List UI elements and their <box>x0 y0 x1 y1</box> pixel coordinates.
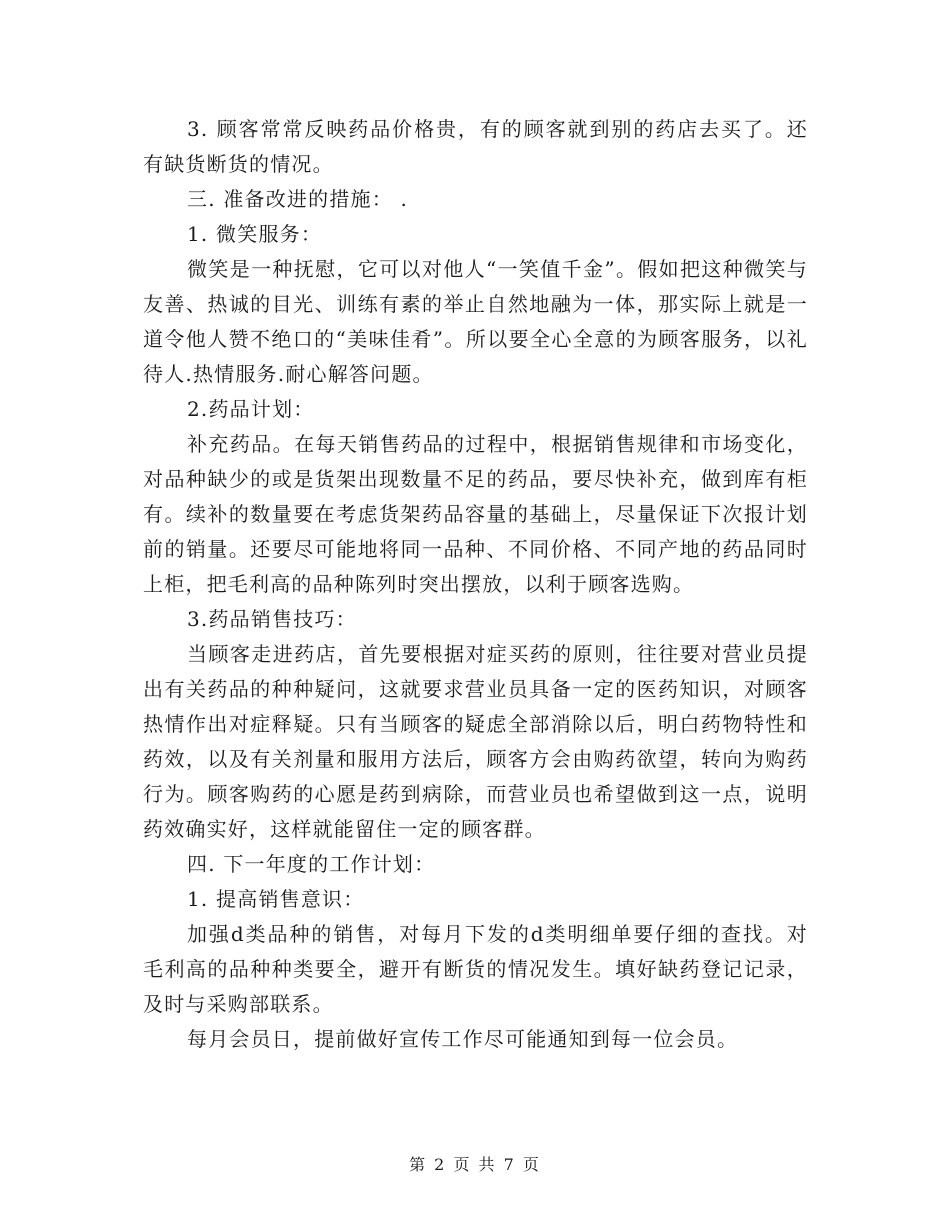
subheading-sales-skills: 3.药品销售技巧： <box>187 607 357 631</box>
subheading-sales-awareness: 1. 提高销售意识： <box>187 887 365 911</box>
document-body <box>143 112 808 1057</box>
section-heading-improvements: 三. 准备改进的措施： . <box>187 187 409 211</box>
paragraph-smile-service: 微笑是一种抚慰，它可以对他人“一笑值千金”。假如把这种微笑与友善、热诚的目光、训练有素的举止自然地融为一体，那实际上就是一道令他人赞不绝口的“美味佳肴”。所以要全心全意的为顾客服务，以礼待人.热情服务.耐心解答问题。 <box>143 257 808 386</box>
subheading-smile-service: 1. 微笑服务： <box>187 222 323 246</box>
subheading-drug-plan: 2.药品计划： <box>187 397 315 421</box>
paragraph-drug-plan: 补充药品。在每天销售药品的过程中，根据销售规律和市场变化，对品种缺少的或是货架出现数量不足的药品，要尽快补充，做到库有柜有。续补的数量要在考虑货架药品容量的基础上，尽量保证下次报计划前的销量。还要尽可能地将同一品种、不同价格、不同产地的药品同时上柜，把毛利高的品种陈列时突出摆放，以利于顾客选购。 <box>143 432 808 596</box>
section-heading-next-year-plan: 四. 下一年度的工作计划： <box>187 852 436 876</box>
paragraph-issue-3: 3. 顾客常常反映药品价格贵，有的顾客就到别的药店去买了。还有缺货断货的情况。 <box>143 117 808 176</box>
paragraph-sales-skills: 当顾客走进药店，首先要根据对症买药的原则，往往要对营业员提出有关药品的种种疑问，这就要求营业员具备一定的医药知识，对顾客热情作出对症释疑。只有当顾客的疑虑全部消除以后，明白药物特性和药效，以及有关剂量和服用方法后，顾客方会由购药欲望，转向为购药行为。顾客购药的心愿是药到病除，而营业员也希望做到这一点，说明药效确实好，这样就能留住一定的顾客群。 <box>143 642 808 841</box>
paragraph-member-day: 每月会员日，提前做好宣传工作尽可能通知到每一位会员。 <box>187 1027 739 1051</box>
page-footer: 第 2 页 共 7 页 <box>409 1155 541 1174</box>
paragraph-sales-awareness: 加强d类品种的销售，对每月下发的d类明细单要仔细的查找。对毛利高的品种种类要全，避开有断货的情况发生。填好缺药登记记录，及时与采购部联系。 <box>143 922 808 1016</box>
